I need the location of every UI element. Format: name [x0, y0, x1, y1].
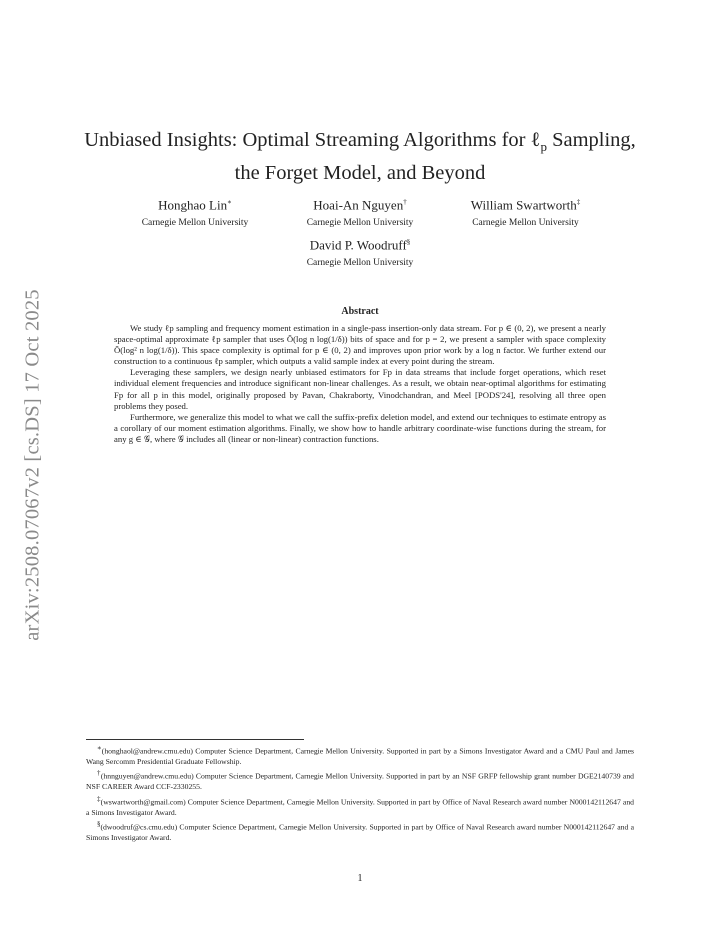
title-line-2: the Forget Model, and Beyond [234, 162, 486, 185]
author-name: Hoai-An Nguyen [313, 197, 404, 213]
author-affiliation: Carnegie Mellon University [306, 218, 414, 229]
footnote-text: (dwoodruf@cs.cmu.edu) Computer Science Department, Carnegie Mellon University. Supported in part by Office of Naval Research award number N000142112647 and a Simons Investigator Award. [86, 822, 634, 843]
footnote-marker: ‡ [576, 198, 581, 206]
footnote-text: (honghaol@andrew.cmu.edu) Computer Science Department, Carnegie Mellon University. Supported in part by a Simons Investigator Award and a CMU Paul and James Wang Sercomm Presidential Graduate Fellowship. [86, 746, 634, 766]
footnote-marker: ∗ [97, 744, 102, 752]
footnote-marker: ‡ [97, 794, 101, 803]
abstract-body [114, 323, 606, 445]
footnote-divider [86, 739, 304, 740]
abstract-heading: Abstract [341, 306, 379, 317]
footnote [86, 819, 634, 843]
author-name: William Swartworth [470, 197, 577, 213]
title-line-1: Unbiased Insights: Optimal Streaming Algorithms for ℓ$_p$ Sampling, [84, 129, 636, 155]
author-block [285, 234, 435, 269]
footnote-marker: § [97, 820, 101, 829]
footnote-marker: † [97, 769, 101, 778]
author-affiliation: Carnegie Mellon University [306, 258, 414, 269]
abstract-paragraph: Furthermore, we generalize this model to what we call the suffix-prefix deletion model, and extend our techniques to estimate entropy as a corollary of our moment estimation algorithms. Finally, we show how to handle arbitrary coordinate-wise functions during the stream, for any g ∈ 𝒢, where 𝒢 includes all (linear or non-linear) contraction functions. [114, 411, 606, 444]
page-number: 1 [357, 873, 363, 884]
author-block [448, 194, 603, 229]
arxiv-identifier-stamp: arXiv:2508.07067v2 [cs.DS] 17 Oct 2025 [21, 289, 44, 641]
author-block [285, 194, 435, 229]
footnote-marker: ∗ [227, 198, 232, 206]
footnotes [86, 743, 634, 845]
abstract-paragraph: We study ℓp sampling and frequency moment estimation in a single-pass insertion-only data stream. For p ∈ (0, 2), we present a nearly space-optimal approximate ℓp sampler that uses Õ(log n log(1/δ)) bits of space and for p = 2, we present a sampler with space complexity Õ(log² n log(1/δ)). This space complexity is optimal for p ∈ (0, 2) and improves upon prior work by a log n factor. We further extend our construction to a continuous ℓp sampler, which outputs a valid sample index at every point during the stream. [114, 323, 606, 367]
footnote [86, 743, 634, 767]
author-block [120, 194, 270, 229]
footnote-text: (wswartworth@gmail.com) Computer Science Department, Carnegie Mellon University. Supported in part by Office of Naval Research award number N000142112647 and a Simons Investigator Award. [86, 797, 635, 817]
author-name: David P. Woodruff [309, 237, 407, 253]
abstract-paragraph: Leveraging these samplers, we design nearly unbiased estimators for Fp in data streams that include forget operations, which reset individual element frequencies and introduce significant non-linear challenges. As a result, we obtain near-optimal algorithms for estimating Fp for all p in this model, originally proposed by Pavan, Chakraborty, Vinodchandran, and Meel [PODS'24], resolving all three open problems they posed. [114, 367, 606, 411]
author-affiliation: Carnegie Mellon University [141, 218, 249, 229]
author-affiliation: Carnegie Mellon University [472, 218, 579, 229]
footnote-text: (hnnguyen@andrew.cmu.edu) Computer Science Department, Carnegie Mellon University. Supported in part by an NSF GRFP fellowship grant number DGE2140739 and NSF CAREER Award CCF-2330255. [86, 772, 635, 792]
footnote-marker: † [403, 198, 407, 206]
footnote [86, 794, 634, 818]
footnote [86, 768, 634, 792]
footnote-marker: § [406, 238, 411, 246]
paper-title [60, 127, 660, 187]
author-name: Honghao Lin [158, 197, 228, 213]
